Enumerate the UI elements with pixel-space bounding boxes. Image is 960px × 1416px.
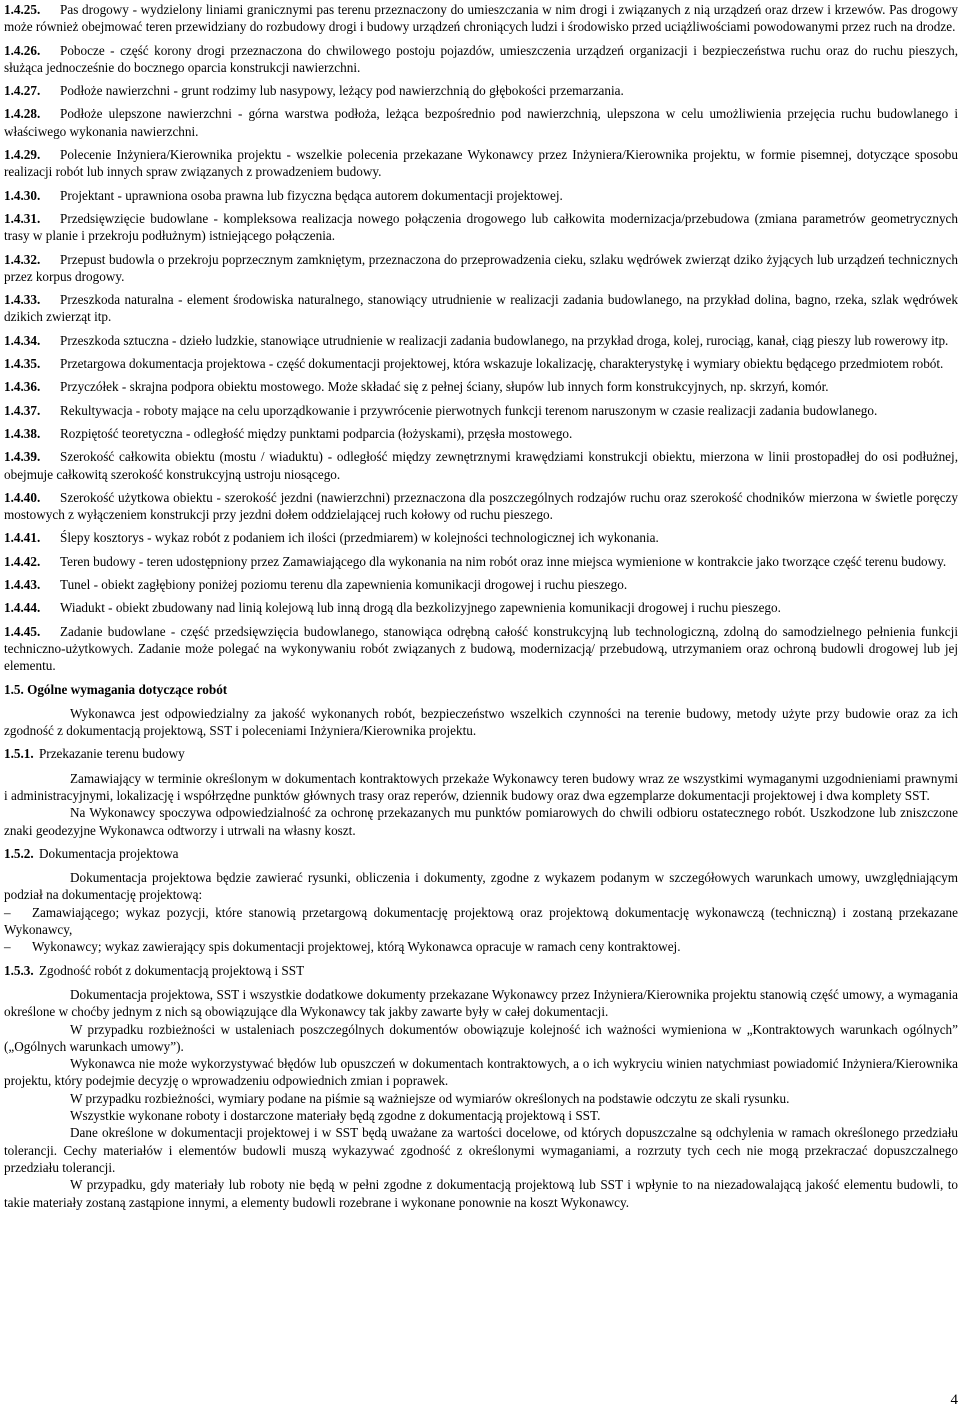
paragraph: W przypadku rozbieżności, wymiary podane na piśmie są ważniejsze od wymiarów określonych na podstawie odczytu ze skali rysunku. (70, 1090, 790, 1106)
definition-text: Tunel - obiekt zagłębiony poniżej poziomu terenu dla zapewnienia komunikacji drogowej i ruchu pieszego. (60, 577, 628, 593)
subsection-title: Przekazanie terenu budowy (38, 746, 185, 762)
definition-number: 1.4.26. (4, 42, 41, 58)
paragraph: Dane określone w dokumentacji projektowej i w SST będą uważane za wartości docelowe, od których dopuszczalne są odchylenia w ramach określonego przedziału tolerancji. Cechy materiałów i elementów budowli muszą wykazywać zgodność z określonymi wymaganiami, a rozrzuty tych cech nie mogą przekraczać dopuszczalnego przedziału tolerancji. (4, 1125, 958, 1175)
definition-number: 1.4.28. (4, 106, 41, 122)
definition-1-4-25 (4, 1, 958, 36)
definition-text: Pobocze - część korony drogi przeznaczona do chwilowego postoju pojazdów, umieszczenia urządzeń organizacji i bezpieczeństwa ruchu oraz do ruchu pieszych, służąca jednocześnie do bocznego oparcia konstrukcji nawierzchni. (4, 42, 958, 75)
definition-text: Szerokość użytkowa obiektu - szerokość jezdni (nawierzchni) przeznaczona dla poszczególnych rodzajów ruchu oraz szerokość chodników mierzona w świetle poręczy mostowych z wyłączeniem konstrukcji przy jezdni dołem oddzielającej ruch kołowy od ruchu pieszego. (4, 489, 958, 523)
definition-number: 1.4.37. (4, 402, 41, 418)
definition-number: 1.4.27. (4, 83, 41, 99)
definition-1-4-30 (4, 187, 958, 204)
definition-text: Szerokość całkowita obiektu (mostu / wiaduktu) - odległość między zewnętrznymi krawędziami konstrukcji obiektu, mierzona w linii prostopadłej do osi podłużnej, obejmuje całkowitą szerokość konstrukcyjną ustroju niosącego. (4, 449, 958, 482)
definition-number: 1.4.43. (4, 577, 41, 593)
definition-1-4-39 (4, 448, 958, 483)
list-item (4, 904, 958, 939)
definition-number: 1.4.31. (4, 210, 41, 226)
definition-1-4-42 (4, 553, 958, 570)
definition-text: Wiadukt - obiekt zbudowany nad linią kolejową lub inną drogą dla bezkolizyjnego zapewnienia komunikacji drogowej i ruchu pieszego. (60, 600, 781, 616)
definition-text: Ślepy kosztorys - wykaz robót z podaniem ich ilości (przedmiarem) w kolejności technologicznej ich wykonania. (60, 530, 659, 546)
definition-1-4-33 (4, 291, 958, 326)
definition-1-4-26 (4, 42, 958, 77)
definition-text: Polecenie Inżyniera/Kierownika projektu - wszelkie polecenia przekazane Wykonawcy przez Inżyniera/Kierownika projektu, w formie pisemnej, dotyczące sposobu realizacji robót lub innych spraw związanych z prowadzeniem budowy. (4, 147, 958, 180)
definition-text: Rozpiętość teoretyczna - odległość między punktami podparcia (łożyskami), przęsła mostowego. (60, 425, 573, 441)
paragraph: Wykonawca nie może wykorzystywać błędów lub opuszczeń w dokumentach kontraktowych, a o ich wykryciu winien natychmiast powiadomić Inżyniera/Kierownika projektu, który podejmie decyzję o wprowadzeniu odpowiednich zmian i poprawek. (4, 1056, 958, 1089)
definition-number: 1.4.30. (4, 187, 41, 203)
definition-number: 1.4.32. (4, 251, 41, 267)
definition-text: Projektant - uprawniona osoba prawna lub fizyczna będąca autorem dokumentacji projektowej. (60, 187, 563, 203)
definition-1-4-27 (4, 82, 958, 99)
paragraph: Na Wykonawcy spoczywa odpowiedzialność za ochronę przekazanych mu punktów pomiarowych do chwili odbioru ostatecznego robót. Uszkodzone lub zniszczone znaki geodezyjne Wykonawca odtworzy i utrwali na własny koszt. (4, 805, 958, 838)
definition-text: Przyczółek - skrajna podpora obiektu mostowego. Może składać się z pełnej ściany, słupów lub innych form konstrukcyjnych, np. skrzyń, komór. (60, 379, 829, 395)
dash-bullet: – (4, 939, 11, 955)
section-1-5 (4, 681, 958, 740)
definition-1-4-41 (4, 529, 958, 546)
definition-number: 1.4.42. (4, 553, 41, 569)
page-number: 4 (950, 1392, 958, 1408)
definition-number: 1.4.40. (4, 489, 41, 505)
subsection-heading (4, 845, 958, 862)
section-1-5-2 (4, 845, 958, 956)
definition-1-4-29 (4, 146, 958, 181)
definition-number: 1.4.34. (4, 332, 41, 348)
document-page (4, 1, 958, 1217)
list-item-text: Zamawiającego; wykaz pozycji, które stanowią przetargową dokumentację projektową oraz projektową dokumentację wykonawczą (techniczną) i zostaną przekazane Wykonawcy, (4, 904, 958, 938)
definition-1-4-36 (4, 378, 958, 395)
definition-number: 1.4.41. (4, 530, 41, 546)
definition-text: Przeszkoda sztuczna - dzieło ludzkie, stanowiące utrudnienie w realizacji zadania budowlanego, na przykład droga, kolej, rurociąg, kanał, ciąg pieszy lub rowerowy itp. (60, 332, 949, 348)
definition-text: Przedsięwzięcie budowlane - kompleksowa realizacja nowego połączenia drogowego lub całkowita modernizacja/przebudowa (zmiana parametrów geometrycznych trasy w planie i przekroju podłużnym) istniejącego połączenia. (4, 210, 958, 244)
paragraph: Dokumentacja projektowa, SST i wszystkie dodatkowe dokumenty przekazane Wykonawcy przez Inżyniera/Kierownika projektu stanowią część umowy, a wymagania określone w choćby jednym z nich są obowiązujące dla Wykonawcy tak jakby zawarte były w całej dokumentacji. (4, 986, 958, 1020)
definition-1-4-37 (4, 402, 958, 419)
definition-number: 1.4.33. (4, 292, 41, 308)
definition-1-4-35 (4, 355, 958, 372)
paragraph: Zamawiający w terminie określonym w dokumentach kontraktowych przekaże Wykonawcy teren budowy wraz ze wszystkimi wymaganymi uzgodnieniami prawnymi i administracyjnymi, lokalizację i współrzędne punktów głównych trasy oraz reperów, dziennik budowy oraz dwa egzemplarze dokumentacji projektowej i dwa komplety SST. (4, 770, 958, 803)
definition-1-4-45 (4, 623, 958, 675)
definition-text: Pas drogowy - wydzielony liniami granicznymi pas terenu przeznaczony do umieszczania w nim drogi i związanych z nią urządzeń oraz drzew i krzewów. Pas drogowy może również obejmować teren przewidziany do rozbudowy drogi i budowy urządzeń chroniących ludzi i środowisko przed uciążliwościami powodowanymi przez ruch na drodze. (4, 2, 958, 35)
subsection-number: 1.5.2. (4, 845, 34, 861)
subsection-title: Zgodność robót z dokumentacją projektową i SST (38, 962, 305, 978)
list-item-text: Wykonawcy; wykaz zawierający spis dokumentacji projektowej, którą Wykonawca opracuje w ramach ceny kontraktowej. (32, 939, 681, 955)
definition-1-4-40 (4, 489, 958, 524)
definition-1-4-28 (4, 105, 958, 140)
subsection-heading (4, 745, 958, 762)
definition-number: 1.4.35. (4, 356, 41, 372)
definition-text: Rekultywacja - roboty mające na celu uporządkowanie i przywrócenie pierwotnych funkcji terenom naruszonym w czasie realizacji zadania budowlanego. (60, 402, 878, 418)
definition-1-4-38 (4, 425, 958, 442)
definition-1-4-43 (4, 576, 958, 593)
definition-1-4-34 (4, 332, 958, 349)
definition-text: Teren budowy - teren udostępniony przez Zamawiającego dla wykonania na nim robót oraz inne miejsca wymienione w kontrakcie jako tworzące część terenu budowy. (60, 553, 947, 569)
definition-1-4-32 (4, 251, 958, 286)
definition-number: 1.4.44. (4, 600, 41, 616)
paragraph: Wszystkie wykonane roboty i dostarczone materiały będą zgodne z dokumentacją projektową i SST. (70, 1108, 601, 1124)
section-1-5-1 (4, 745, 958, 838)
definition-text: Przetargowa dokumentacja projektowa - część dokumentacji projektowej, która wskazuje lokalizację, charakterystykę i wymiary obiektu będącego przedmiotem robót. (60, 356, 944, 372)
list-item (4, 938, 958, 955)
section-1-5-3 (4, 962, 958, 1211)
definition-1-4-31 (4, 210, 958, 245)
definition-number: 1.4.45. (4, 623, 41, 639)
definition-number: 1.4.25. (4, 2, 41, 17)
definition-text: Zadanie budowlane - część przedsięwzięcia budowlanego, stanowiąca odrębną całość konstrukcyjną lub technologiczną, zdolną do samodzielnego pełnienia funkcji techniczno-użytkowych. Zadanie może polegać na wykonywaniu robót związanych z budową, modernizacją/ przebudową, utrzymaniem oraz ochroną budowli drogowej lub jej elementu. (4, 623, 958, 674)
definition-number: 1.4.29. (4, 147, 41, 163)
definition-text: Przeszkoda naturalna - element środowiska naturalnego, stanowiący utrudnienie w realizacji zadania budowlanego, na przykład dolina, bagno, rzeka, szlak wędrówek dzikich zwierząt itp. (4, 292, 958, 325)
subsection-number: 1.5.3. (4, 962, 34, 978)
section-heading: 1.5. Ogólne wymagania dotyczące robót (4, 681, 228, 697)
definition-number: 1.4.38. (4, 425, 41, 441)
definition-text: Podłoże ulepszone nawierzchni - górna warstwa podłoża, leżąca bezpośrednio pod nawierzchnią, ulepszona w celu umożliwienia przejęcia ruchu budowlanego i właściwego wykonania nawierzchni. (4, 106, 958, 139)
subsection-heading (4, 962, 958, 979)
section-intro: Wykonawca jest odpowiedzialny za jakość wykonanych robót, bezpieczeństwo wszelkich czynności na terenie budowy, metody użyte przy budowie oraz za ich zgodność z dokumentacją projektową, SST i poleceniami Inżyniera/Kierownika projektu. (4, 705, 958, 739)
definition-number: 1.4.39. (4, 449, 41, 465)
paragraph: W przypadku, gdy materiały lub roboty nie będą w pełni zgodne z dokumentacją projektową lub SST i wpłynie to na niezadowalającą jakość elementu budowli, to takie materiały zostaną zastąpione innymi, a elementy budowli rozebrane i wykonane ponownie na koszt Wykonawcy. (4, 1177, 958, 1210)
paragraph: W przypadku rozbieżności w ustaleniach poszczególnych dokumentów obowiązuje kolejność ich ważności wymieniona w „Kontraktowych warunkach ogólnych” („Ogólnych warunkach umowy”). (4, 1021, 958, 1054)
definition-1-4-44 (4, 599, 958, 616)
definitions-list (4, 1, 958, 675)
definition-text: Podłoże nawierzchni - grunt rodzimy lub nasypowy, leżący pod nawierzchnią do głębokości przemarzania. (60, 83, 624, 99)
definition-number: 1.4.36. (4, 379, 41, 395)
dash-bullet: – (4, 904, 11, 920)
definition-text: Przepust budowla o przekroju poprzecznym zamkniętym, przeznaczona do przeprowadzenia cieku, szlaku wędrówek zwierząt dziko żyjących lub urządzeń technicznych przez korpus drogowy. (4, 251, 958, 284)
subsection-number: 1.5.1. (4, 746, 34, 762)
subsection-title: Dokumentacja projektowa (38, 845, 179, 861)
paragraph: Dokumentacja projektowa będzie zawierać rysunki, obliczenia i dokumenty, zgodne z wykazem podanym w szczegółowych warunkach umowy, uwzględniającym podział na dokumentację projektową: (4, 870, 958, 903)
